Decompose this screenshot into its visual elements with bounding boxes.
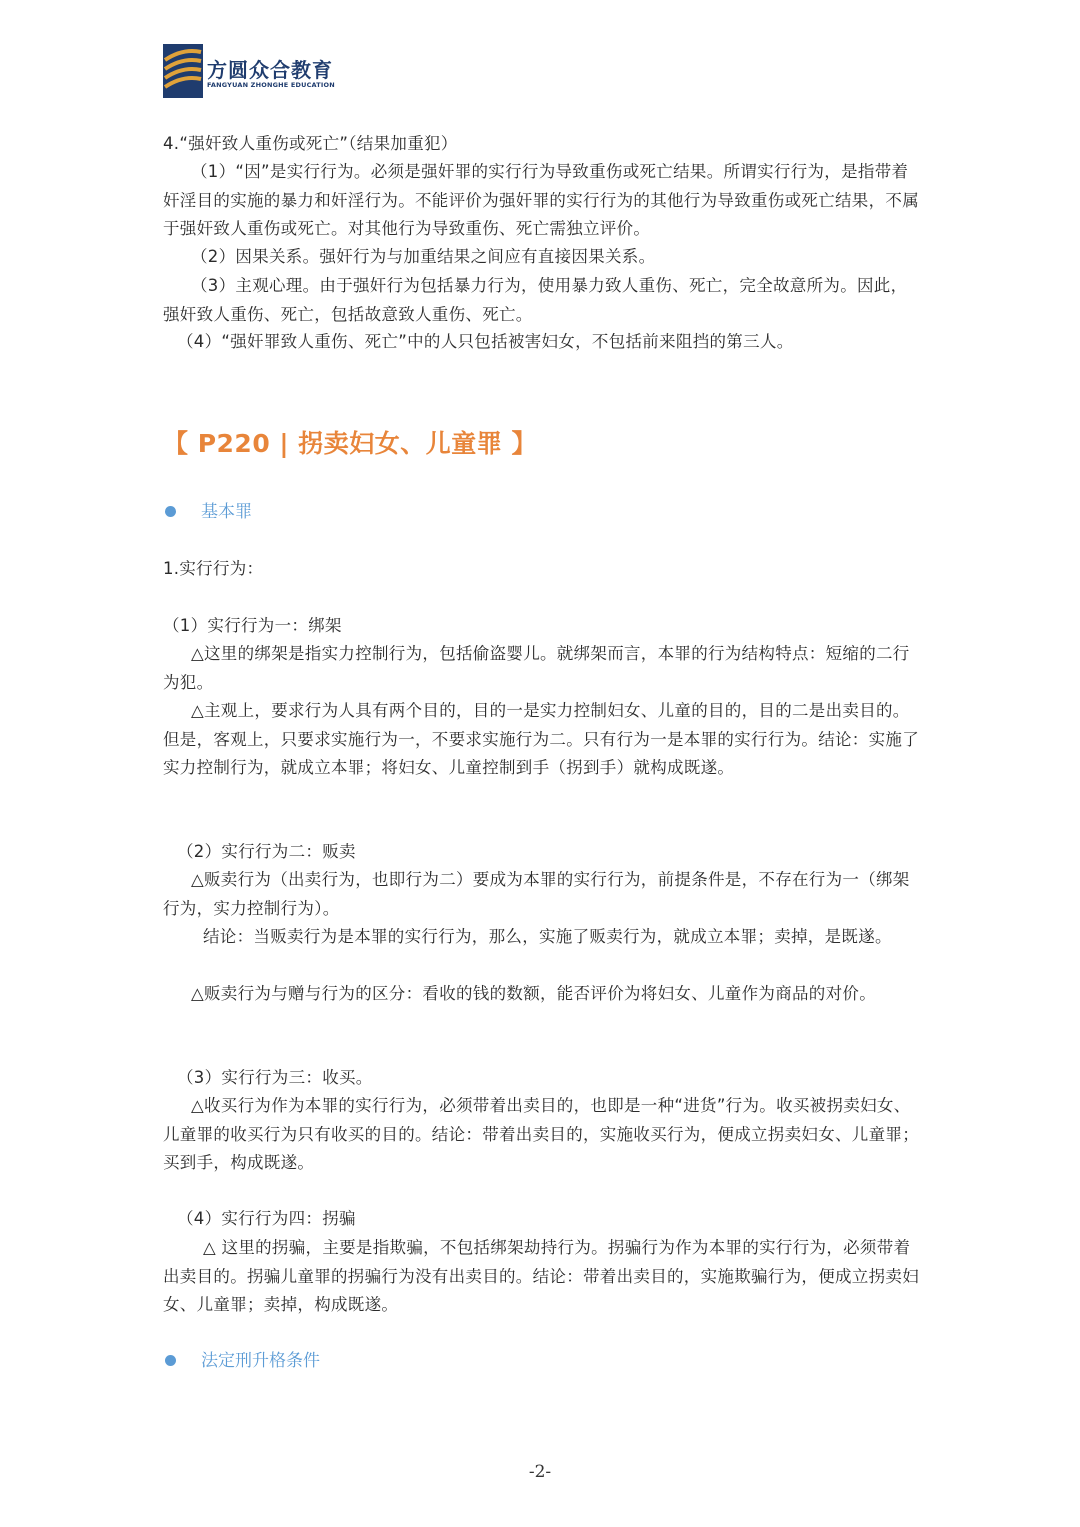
act4-paragraph-1: △ 这里的拐骗，主要是指欺骗，不包括绑架劫持行为。拐骗行为作为本罪的实行行为，必须带着出卖目的。拐骗儿童罪的拐骗行为没有出卖目的。结论：带着出卖目的，实施欺骗行为，便成立拐卖妇女、儿童罪；卖掉，构成既遂。 [163, 1238, 919, 1314]
page-number: -2- [528, 1462, 552, 1482]
paragraph-causality: （2）因果关系。强奸行为与加重结果之间应有直接因果关系。 [191, 247, 656, 266]
item-actual-behavior: 1.实行行为： [163, 559, 264, 578]
logo [163, 44, 363, 100]
act3-paragraph-1: △收买行为作为本罪的实行行为，必须带着出卖目的，也即是一种“进货”行为。收买被拐卖妇女、儿童罪的收买行为只有收买的目的。结论：带着出卖目的，实施收买行为，便成立拐卖妇女、儿童罪；买到手，构成既遂。 [163, 1096, 919, 1172]
act2-paragraph-3: △贩卖行为与赠与行为的区分：看收的钱的数额，能否评价为将妇女、儿童作为商品的对价。 [191, 984, 876, 1003]
section-title: 4.“强奸致人重伤或死亡”（结果加重犯） [163, 134, 458, 153]
act3-title: （3）实行行为三：收买。 [177, 1068, 373, 1087]
logo-mark-icon [163, 44, 203, 98]
act2-paragraph-1: △贩卖行为（出卖行为，也即行为二）要成为本罪的实行行为，前提条件是，不存在行为一（绑架行为，实力控制行为）。 [163, 870, 910, 918]
bullet-dot-icon [165, 506, 176, 517]
act1-paragraph-2: △主观上，要求行为人具有两个目的，目的一是实力控制妇女、儿童的目的，目的二是出卖目的。但是，客观上，只要求实施行为一，不要求实施行为二。只有行为一是本罪的实行行为。结论：实施了实力控制行为，就成立本罪；将妇女、儿童控制到手（拐到手）就构成既遂。 [163, 701, 919, 777]
logo-name: 方圆众合教育 [207, 58, 333, 82]
act1-title: （1）实行行为一：绑架 [163, 616, 342, 635]
act1-paragraph-1: △这里的绑架是指实力控制行为，包括偷盗婴儿。就绑架而言，本罪的行为结构特点：短缩的二行为犯。 [163, 644, 910, 692]
logo-subtitle: FANGYUAN ZHONGHE EDUCATION [207, 81, 335, 89]
paragraph-subjective: （3）主观心理。由于强奸行为包括暴力行为，使用暴力致人重伤、死亡，完全故意所为。因此，强奸致人重伤、死亡，包括故意致人重伤、死亡。 [163, 276, 908, 324]
act2-title: （2）实行行为二：贩卖 [177, 842, 356, 861]
paragraph-victim-scope: （4）“强奸罪致人重伤、死亡”中的人只包括被害妇女，不包括前来阻挡的第三人。 [177, 332, 794, 351]
paragraph-cause: （1）“因”是实行行为。必须是强奸罪的实行行为导致重伤或死亡结果。所谓实行行为，是指带着奸淫目的实施的暴力和奸淫行为。不能评价为强奸罪的实行行为的其他行为导致重伤或死亡结果，不属于强奸致人重伤或死亡。对其他行为导致重伤、死亡需独立评价。 [163, 162, 919, 238]
bullet-label: 基本罪 [201, 502, 252, 522]
act4-title: （4）实行行为四：拐骗 [177, 1209, 356, 1228]
bullet-dot-icon [165, 1355, 176, 1366]
bullet-label: 法定刑升格条件 [201, 1351, 320, 1371]
section-heading: 【 P220 | 拐卖妇女、儿童罪 】 [163, 429, 537, 458]
act2-paragraph-2: 结论：当贩卖行为是本罪的实行行为，那么，实施了贩卖行为，就成立本罪；卖掉，是既遂。 [203, 927, 892, 946]
